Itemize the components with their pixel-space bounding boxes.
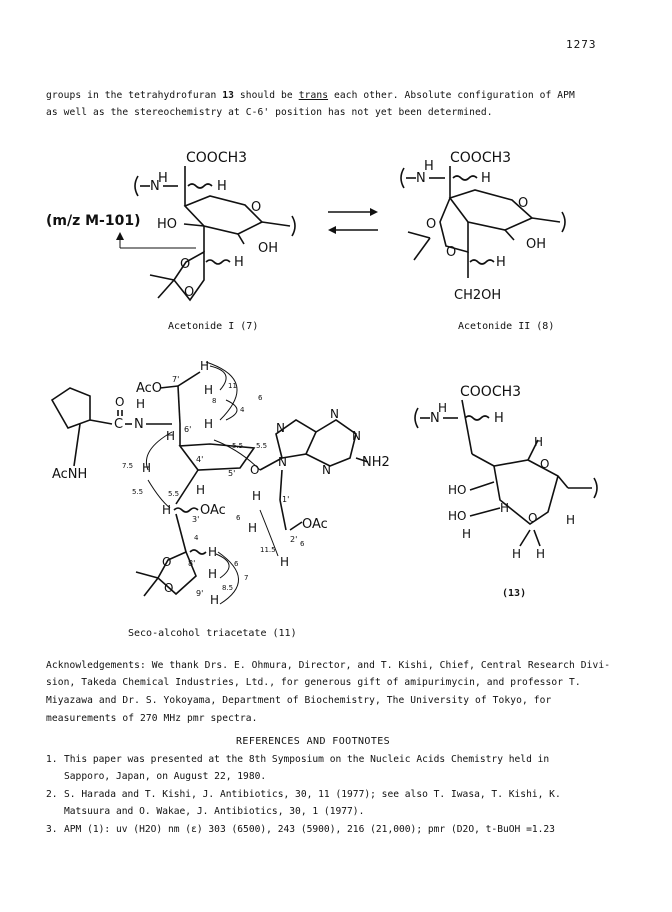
acetonide-2-structure (401, 150, 565, 303)
ring-bond (472, 454, 568, 488)
label-pos: 3' (192, 515, 200, 524)
bond (90, 420, 112, 424)
bond (470, 482, 494, 490)
label-n: N (276, 421, 285, 435)
reference-item: 3. APM (1): uv (H2O) nm (ε) 303 (6500), 243 (5900), 216 (21,000); pmr (D2O, t-BuOH =1.23 (46, 824, 555, 835)
bond (520, 530, 530, 546)
bond (262, 222, 290, 226)
label-o: O (164, 581, 174, 595)
label-n: N (278, 455, 287, 469)
coupling-constant: 8 (212, 397, 217, 405)
coupling-constant: 4 (194, 534, 199, 542)
bond (178, 372, 200, 386)
wavy-bond (188, 184, 212, 188)
compound-13-structure (415, 384, 597, 561)
coupling-constant: 5.5 (168, 490, 180, 498)
wavy-bond (453, 176, 477, 180)
label-n: N (416, 171, 426, 186)
coupling-arc (226, 400, 237, 420)
coupling-constant: 5.5 (132, 488, 144, 496)
label-pos: 4' (196, 455, 204, 464)
label-h: H (204, 383, 214, 397)
label-o: O (115, 395, 125, 409)
label-h: H (210, 593, 220, 607)
intro-underlined-word: trans (298, 90, 329, 101)
label-h: H (438, 401, 448, 415)
label-h: H (252, 489, 262, 503)
label-h: H (536, 547, 546, 561)
methyl-bond (414, 238, 430, 260)
bond (470, 508, 500, 516)
methyl-bond (408, 232, 430, 238)
page-number: 1273 (566, 38, 597, 51)
coupling-constant: 6 (258, 394, 263, 402)
label-h: H (234, 255, 244, 270)
wavy-bond (190, 550, 206, 554)
label-o: O (446, 245, 457, 260)
label-cooch3: COOCH3 (460, 384, 522, 400)
wavy-bond (465, 416, 489, 420)
label-pos: 6' (184, 425, 192, 434)
coupling-constant: 4 (240, 406, 245, 414)
label-aco: AcO (136, 381, 163, 396)
label-o: O (250, 463, 260, 477)
acknowledgements-line: sion, Takeda Chemical Industries, Ltd., for generous gift of amipurimycin, and professor T. (46, 677, 581, 688)
intro-text: each other. Absolute configuration of APM (328, 90, 575, 101)
label-h: H (158, 171, 168, 186)
acknowledgements-line: Miyazawa and Dr. S. Yokoyama, Department of Biochemistry, The University of Tokyo, for (46, 695, 552, 706)
label-ring-o: O (518, 196, 529, 211)
bond (532, 218, 560, 222)
label-oac: OAc (302, 517, 328, 532)
coupling-constant: 11.5 (260, 546, 276, 554)
bond (462, 400, 472, 454)
label-c: C (114, 417, 124, 432)
label-h: H (204, 417, 214, 431)
label-h: H (200, 359, 210, 373)
label-ho: HO (448, 483, 467, 497)
compound-ref: 13 (222, 90, 235, 101)
label-h: H (566, 513, 576, 527)
coupling-constant: 8.5 (222, 584, 234, 592)
label-mz: (m/z M-101) (46, 213, 141, 229)
equilibrium-arrows (328, 208, 378, 234)
label-pos: 2' (290, 535, 298, 544)
label-pos: 5' (228, 469, 236, 478)
bond (160, 386, 178, 388)
label-h: H (481, 171, 491, 186)
bond (238, 234, 244, 244)
acetonide-1-structure (46, 150, 295, 300)
label-pos: 1' (282, 495, 290, 504)
label-h: H (496, 255, 506, 270)
bond (178, 386, 180, 424)
label-oac: OAc (200, 503, 226, 518)
bracket-right (292, 216, 295, 236)
bracket-left (415, 408, 418, 428)
coupling-arc (216, 554, 229, 578)
ring-bond (494, 466, 558, 524)
coupling-constant: 5.5 (232, 442, 244, 450)
label-h: H (208, 545, 218, 559)
label-h: H (196, 483, 206, 497)
label-h: H (494, 411, 504, 426)
label-pos: 9' (196, 589, 204, 598)
label-h: H (462, 527, 472, 541)
bracket-left (401, 168, 404, 188)
coupling-constant: 6 (236, 514, 241, 522)
bracket-left (135, 176, 138, 196)
seco-alcohol-structure (52, 359, 390, 607)
intro-line-2: as well as the stereochemistry at C-6' position has not yet been determined. (46, 107, 493, 118)
wavy-bond (470, 260, 494, 264)
label-ring-o: O (251, 200, 262, 215)
bond (176, 470, 198, 504)
label-o: O (540, 457, 550, 471)
dioxane-ring (440, 198, 468, 252)
label-h: H (217, 179, 227, 194)
caption-acetonide-1: Acetonide I (7) (168, 321, 259, 332)
methyl-bond (150, 275, 174, 280)
references-heading: REFERENCES AND FOOTNOTES (236, 736, 391, 747)
label-h: H (208, 567, 218, 581)
label-h: H (512, 547, 522, 561)
acknowledgements-line: measurements of 270 MHz pmr spectra. (46, 713, 258, 724)
reference-item: 2. S. Harada and T. Kishi, J. Antibiotics, 30, 11 (1977); see also T. Iwasa, T. Kishi, K. (46, 789, 561, 800)
label-h: H (142, 461, 152, 475)
label-oh: OH (258, 241, 279, 256)
wavy-bond (206, 260, 230, 264)
label-ch2oh: CH2OH (454, 288, 502, 303)
label-o: O (162, 555, 172, 569)
label-h: H (166, 429, 176, 443)
label-acnh: AcNH (52, 467, 88, 482)
reference-item: 1. This paper was presented at the 8th Symposium on the Nucleic Acids Chemistry held in (46, 754, 550, 765)
coupling-constant: 11 (228, 382, 237, 390)
label-pos: 8' (188, 559, 196, 568)
bond (184, 224, 204, 226)
coupling-constant: 6 (234, 560, 239, 568)
intro-text: groups in the tetrahydrofuran (46, 90, 223, 101)
label-pos: 7' (172, 375, 180, 384)
wavy-bond (174, 508, 198, 512)
label-cooch3: COOCH3 (450, 150, 512, 166)
label-n: N (134, 417, 144, 432)
bond (534, 530, 540, 546)
cyclopentane-ring (52, 388, 90, 428)
label-cooch3: COOCH3 (186, 150, 248, 166)
coupling-constant: 7 (244, 574, 249, 582)
methyl-bond (136, 572, 158, 578)
label-nh2: NH2 (362, 455, 390, 470)
label-n: N (330, 407, 339, 421)
methyl-bond (158, 280, 174, 298)
label-h: H (424, 159, 434, 174)
label-ho: HO (157, 217, 178, 232)
label-n: N (430, 411, 440, 426)
acknowledgements-line: Acknowledgements: We thank Drs. E. Ohmura, Director, and T. Kishi, Chief, Central Research Divi- (46, 660, 611, 671)
bracket-right (562, 212, 565, 232)
label-h: H (280, 555, 290, 569)
bracket-right (594, 478, 597, 498)
coupling-constant: 6 (300, 540, 305, 548)
pyrimidine-ring (306, 420, 356, 466)
bond (176, 514, 186, 552)
caption-compound-13: (13) (502, 588, 527, 599)
bond (74, 424, 80, 466)
fragment-arrow-head (116, 232, 124, 240)
label-h: H (500, 501, 510, 515)
coupling-constant: 5.5 (256, 442, 268, 450)
reference-item-continued: Matsuura and O. Wakae, J. Antibiotics, 30, 1 (1977). (64, 806, 365, 817)
bond (290, 522, 302, 530)
reference-item-continued: Sapporo, Japan, on August 22, 1980. (64, 771, 267, 782)
label-o: O (180, 257, 191, 272)
label-oh: OH (526, 237, 547, 252)
label-o: O (528, 511, 538, 525)
label-ho: HO (448, 509, 467, 523)
methyl-bond (144, 578, 158, 596)
bond (505, 230, 514, 240)
label-o: O (426, 217, 437, 232)
label-h: H (534, 435, 544, 449)
label-o: O (184, 285, 195, 300)
bond (280, 500, 286, 530)
label-n: N (352, 429, 361, 443)
label-n: N (150, 179, 160, 194)
intro-text: should be (234, 90, 299, 101)
caption-seco-alcohol: Seco-alcohol triacetate (11) (128, 628, 297, 639)
coupling-constant: 7.5 (122, 462, 134, 470)
label-n: N (322, 463, 331, 477)
label-h: H (162, 503, 172, 517)
caption-acetonide-2: Acetonide II (8) (458, 321, 555, 332)
label-h: H (136, 397, 146, 411)
label-h: H (248, 521, 258, 535)
